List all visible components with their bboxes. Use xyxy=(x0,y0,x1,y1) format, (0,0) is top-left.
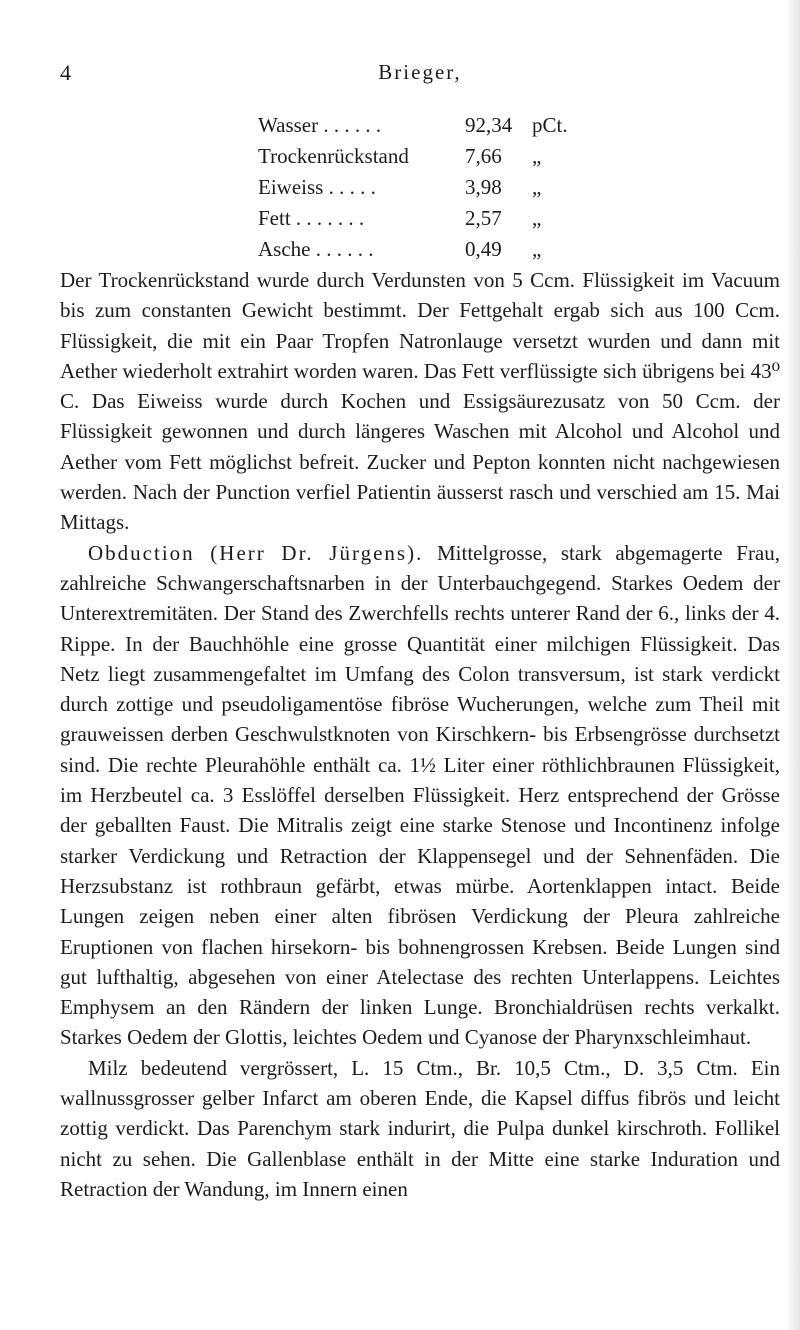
paragraph-analysis: Der Trockenrückstand wurde durch Verdunsten von 5 Ccm. Flüssigkeit im Vacuum bis zum constanten Gewicht bestimmt. Der Fettgehalt ergab sich aus 100 Ccm. Flüssigkeit, die mit ein Paar Tropfen Natronlauge versetzt wurden und dann mit Aether wiederholt extrahirt worden waren. Das Fett verflüssigte sich übrigens bei 43⁰ C. Das Eiweiss wurde durch Kochen und Essigsäurezusatz von 50 Ccm. der Flüssigkeit gewonnen und durch längeres Waschen mit Alcohol und Alcohol und Aether vom Fett möglichst befreit. Zucker und Pepton konnten nicht nachgewiesen werden. Nach der Punction verfiel Patientin äusserst rasch und verschied am 15. Mai Mittags. xyxy=(60,268,780,535)
row-label: Eiweiss . . . . . xyxy=(258,175,376,199)
page-header xyxy=(60,60,780,90)
page-edge-shadow xyxy=(786,0,800,1330)
row-unit: „ xyxy=(532,206,542,230)
row-unit: pCt. xyxy=(532,113,568,137)
row-label: Trockenrückstand xyxy=(258,144,409,168)
row-label: Wasser . . . . . . xyxy=(258,113,382,137)
row-value: 7,66 xyxy=(465,144,502,168)
row-value: 2,57 xyxy=(465,206,502,230)
row-unit: „ xyxy=(532,237,542,261)
row-value: 3,98 xyxy=(465,175,502,199)
row-unit: „ xyxy=(532,175,542,199)
row-value: 0,49 xyxy=(465,237,502,261)
row-value: 92,34 xyxy=(465,113,513,137)
row-label: Fett . . . . . . . xyxy=(258,206,365,230)
row-unit: „ xyxy=(532,144,542,168)
running-title: Brieger, xyxy=(378,60,462,84)
obduction-lead: Obduction (Herr Dr. Jürgens). xyxy=(88,540,424,565)
obduction-text: Mittelgrosse, stark abgemagerte Frau, zahlreiche Schwangerschaftsnarben in der Unterbauchgegend. Starkes Oedem der Unterextremitäten. Der Stand des Zwerchfells rechts unterer Rand der 6., links der 4. Rippe. In der Bauchhöhle eine grosse Quantität einer milchigen Flüssigkeit. Das Netz liegt zusammengefaltet im Umfang des Colon transversum, ist stark verdickt durch zottige und pseudoligamentöse fibröse Wucherungen, welche zum Theil mit grauweissen derben Geschwulstknoten von Kirschkern- bis Erbsengrösse durchsetzt sind. Die rechte Pleurahöhle enthält ca. 1½ Liter einer röthlichbraunen Flüssigkeit, im Herzbeutel ca. 3 Esslöffel derselben Flüssigkeit. Herz entsprechend der Grösse der geballten Faust. Die Mitralis zeigt eine starke Stenose und Incontinenz infolge starker Verdickung und Retraction der Klappensegel und der Sehnenfäden. Die Herzsubstanz ist rothbraun gefärbt, etwas mürbe. Aortenklappen intact. Beide Lungen zeigen neben einer alten fibrösen Verdickung der Pleura zahlreiche Eruptionen von flachen hirsekorn- bis bohnengrossen Krebsen. Beide Lungen sind gut lufthaltig, abgesehen von einer Atelectase des rechten Unterlappens. Leichtes Emphysem an den Rändern der linken Lunge. Bronchialdrüsen rechts verkalkt. Starkes Oedem der Glottis, leichtes Oedem und Cyanose der Pharynxschleimhaut. xyxy=(60,540,781,1050)
page-number: 4 xyxy=(60,60,71,85)
paragraph-obduction xyxy=(60,538,780,1053)
body-text xyxy=(60,265,780,1204)
row-label: Asche . . . . . . xyxy=(258,237,374,261)
paragraph-spleen: Milz bedeutend vergrössert, L. 15 Ctm., Br. 10,5 Ctm., D. 3,5 Ctm. Ein wallnussgrosser gelber Infarct am oberen Ende, die Kapsel diffus fibrös und leicht zottig verdickt. Das Parenchym stark indurirt, die Pulpa dunkel kirschroth. Follikel nicht zu sehen. Die Gallenblase enthält in der Mitte eine starke Induration und Retraction der Wandung, im Innern einen xyxy=(60,1055,780,1201)
